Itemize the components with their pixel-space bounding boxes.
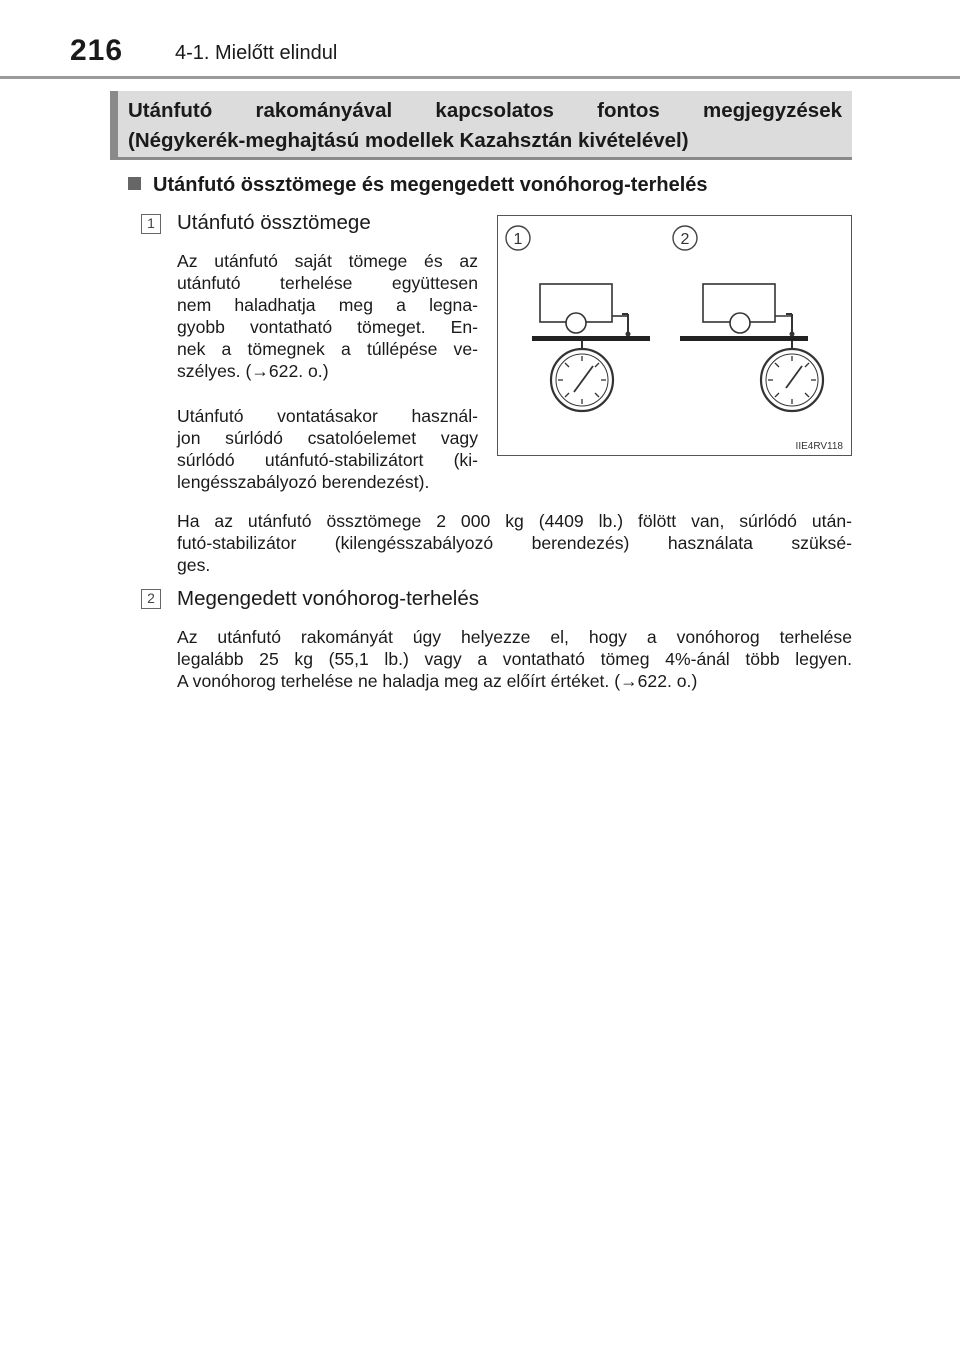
item-2-paragraph-1 (177, 626, 852, 692)
heading-line-2: (Négykerék-meghajtású modellek Kazahsztán kivételével) (128, 129, 689, 152)
text-line: legalább 25 kg (55,1 lb.) vagy a vontatható tömeg 4%-ánál több legyen. (177, 649, 852, 669)
text-line: súrlódó utánfutó-stabilizátort (ki- (177, 450, 478, 470)
text-line: nek a tömegnek a túllépése ve- (177, 339, 478, 359)
figure-code: IIE4RV118 (795, 441, 843, 452)
section-title: 4-1. Mielőtt elindul (175, 42, 338, 64)
page-number: 216 (70, 34, 124, 67)
svg-text:2: 2 (680, 231, 690, 248)
text-line: A vonóhorog terhelése ne haladja meg az előírt értéket. (→622. o.) (177, 671, 698, 691)
text-line: futó-stabilizátor (kilengésszabályozó berendezés) használata szüksé- (177, 533, 852, 553)
trailer-scale-illustration (498, 216, 850, 454)
text-line: szélyes. (→622. o.) (177, 361, 329, 381)
item-1-paragraph-3 (177, 510, 852, 576)
text-line: Az utánfutó saját tömege és az (177, 251, 478, 271)
text-line: Az utánfutó rakományát úgy helyezze el, hogy a vonóhorog terhelése (177, 627, 852, 647)
sub-heading (128, 174, 708, 197)
item-1-number: 1 (141, 214, 161, 234)
sub-heading-text: Utánfutó össztömege és megengedett vonóhorog-terhelés (153, 174, 708, 196)
text-line: ges. (177, 555, 211, 575)
text-line: nem haladhatja meg a legna- (177, 295, 478, 315)
hitch-on-scale-icon (680, 284, 823, 411)
figure-label-2 (673, 226, 697, 250)
text-line: lengésszabályozó berendezést). (177, 472, 430, 492)
item-1-paragraph-2 (177, 405, 478, 493)
text-line: Ha az utánfutó össztömege 2 000 kg (4409 lb.) fölött van, súrlódó után- (177, 511, 852, 531)
figure (497, 215, 852, 456)
item-1-title: Utánfutó össztömege (177, 211, 371, 234)
item-2-title: Megengedett vonóhorog-terhelés (177, 587, 480, 610)
item-1-paragraph-1 (177, 250, 478, 382)
item-2-number: 2 (141, 589, 161, 609)
header-rule (0, 76, 960, 79)
trailer-on-scale-icon (532, 284, 650, 411)
square-bullet-icon (128, 177, 141, 190)
text-line: Utánfutó vontatásakor használ- (177, 406, 478, 426)
text-line: gyobb vontatható tömeget. En- (177, 317, 478, 337)
heading-box (110, 91, 852, 160)
figure-label-1 (506, 226, 530, 250)
heading-line-1: Utánfutó rakományával kapcsolatos fontos megjegyzések (128, 99, 842, 122)
text-line: jon súrlódó csatolóelemet vagy (177, 428, 478, 448)
text-line: utánfutó terhelése együttesen (177, 273, 478, 293)
svg-text:1: 1 (513, 231, 523, 248)
